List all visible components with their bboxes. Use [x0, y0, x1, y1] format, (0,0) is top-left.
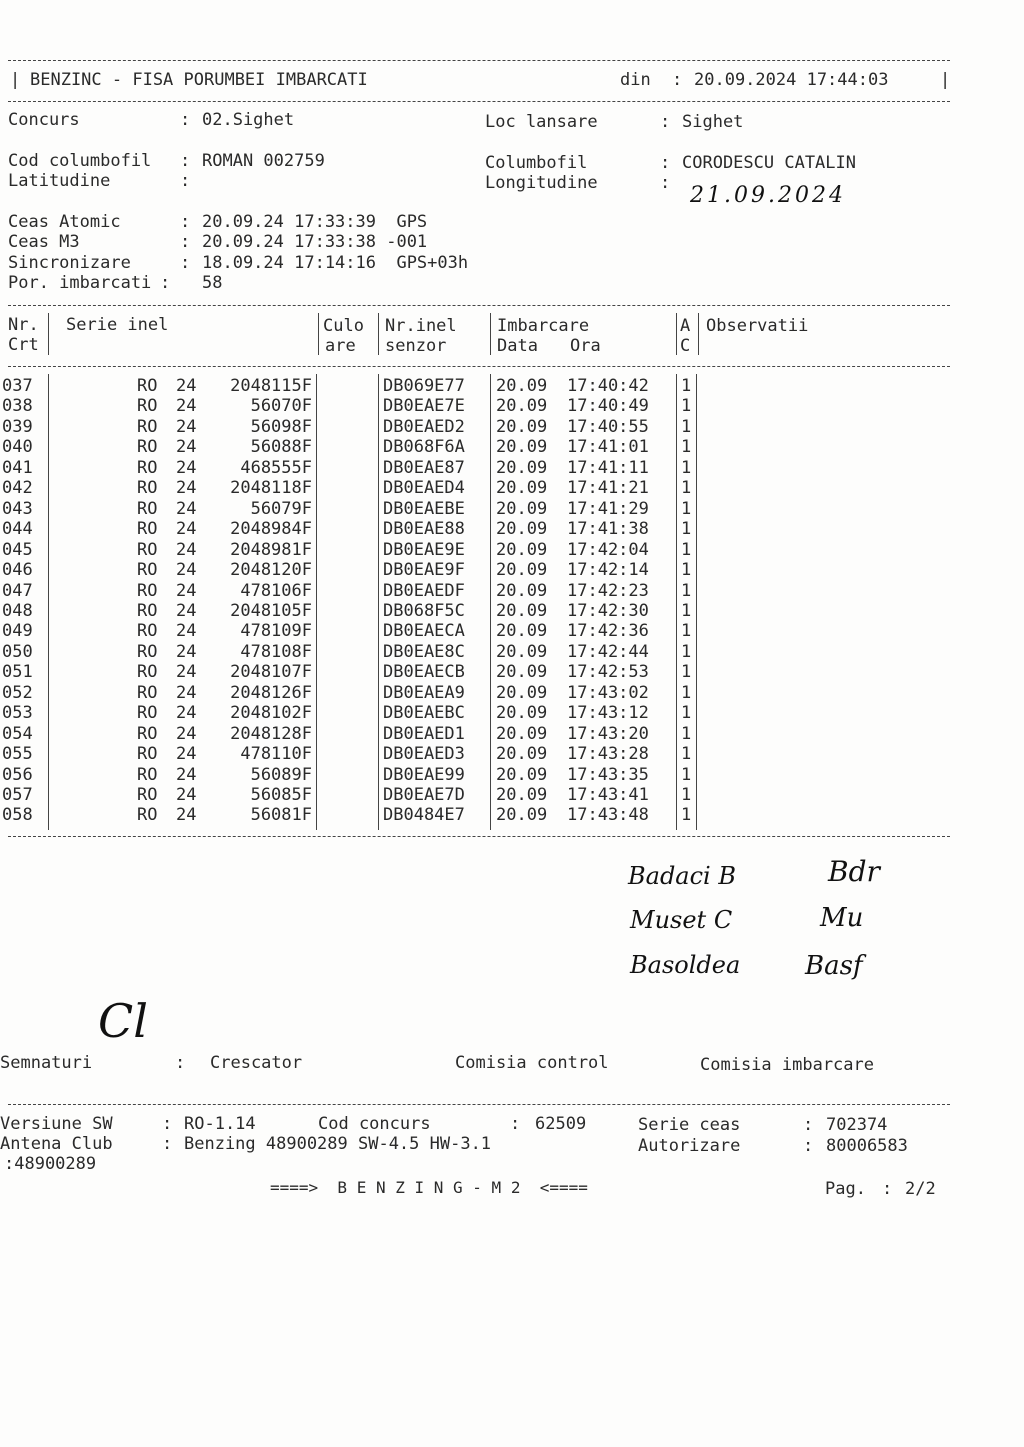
row-country: RO	[137, 682, 158, 703]
top-divider	[8, 60, 950, 61]
row-country: RO	[137, 805, 158, 826]
row-time: 17:41:29	[567, 498, 649, 519]
handwritten-name-3: Basoldea	[630, 951, 741, 979]
columbofil-colon: :	[660, 153, 671, 173]
row-date: 20.09	[496, 621, 548, 642]
col-nr-header: Nr.	[8, 315, 39, 335]
cod-columbofil-value: ROMAN 002759	[202, 151, 325, 171]
col-culo-header-sub: are	[325, 336, 356, 356]
row-nr: 049	[2, 621, 33, 642]
row-ring-number: 2048128F	[230, 723, 312, 744]
row-date: 20.09	[496, 539, 548, 560]
row-ac: 1	[681, 785, 692, 805]
row-ring-number: 2048126F	[230, 682, 312, 703]
row-country: RO	[137, 764, 158, 785]
table-row	[0, 581, 1024, 601]
row-ac: 1	[681, 764, 692, 785]
row-ac: 1	[681, 457, 692, 478]
col-imbarcare-ora-header: Ora	[570, 336, 601, 356]
row-nr: 037	[2, 376, 33, 396]
row-country: RO	[137, 539, 158, 560]
row-ring-number: 56089F	[250, 764, 312, 785]
row-ac: 1	[681, 621, 692, 642]
row-ac: 1	[681, 600, 692, 621]
row-country: RO	[137, 519, 158, 540]
handwritten-signature-3: Basf	[805, 951, 863, 981]
row-country: RO	[137, 580, 158, 601]
table-row	[0, 744, 1024, 764]
table-row	[0, 724, 1024, 744]
row-ac: 1	[681, 744, 692, 765]
table-row	[0, 519, 1024, 539]
longitudine-colon: :	[660, 173, 671, 193]
row-ac: 1	[681, 437, 692, 458]
row-date: 20.09	[496, 703, 548, 724]
table-row	[0, 683, 1024, 703]
loc-lansare-value: Sighet	[682, 112, 744, 132]
row-year: 24	[176, 560, 197, 581]
versiune-value: RO-1.14	[184, 1114, 256, 1134]
concurs-colon: :	[180, 110, 191, 130]
autorizare-label: Autorizare	[638, 1136, 741, 1156]
concurs-value: 02.Sighet	[202, 110, 295, 130]
ceas-m3-colon: :	[180, 232, 191, 252]
col-nrinel-header: Nr.inel	[385, 316, 457, 336]
antena-value: Benzing 48900289 SW-4.5 HW-3.1	[184, 1134, 492, 1154]
table-row	[0, 499, 1024, 519]
header-separator	[676, 313, 677, 355]
col-nrinel-header-sub: senzor	[385, 336, 447, 356]
row-year: 24	[176, 764, 197, 785]
row-time: 17:42:04	[567, 539, 649, 560]
row-ring-number: 56098F	[250, 416, 312, 437]
handwritten-signature-2: Mu	[820, 903, 864, 933]
row-nr: 054	[2, 723, 33, 744]
row-date: 20.09	[496, 744, 548, 765]
loc-lansare-label: Loc lansare	[485, 112, 598, 132]
handwritten-date: 21.09.2024	[690, 183, 846, 208]
row-nr: 057	[2, 785, 33, 805]
document-title: BENZINC - FISA PORUMBEI IMBARCATI	[30, 70, 368, 90]
row-year: 24	[176, 682, 197, 703]
column-separator	[676, 374, 677, 830]
row-time: 17:40:55	[567, 416, 649, 437]
row-ac: 1	[681, 662, 692, 683]
longitudine-label: Longitudine	[485, 173, 598, 193]
versiune-colon: :	[162, 1114, 173, 1134]
row-year: 24	[176, 519, 197, 540]
columbofil-label: Columbofil	[485, 153, 588, 173]
col-nr-header-sub: Crt	[8, 335, 39, 355]
column-separator	[316, 374, 317, 830]
row-country: RO	[137, 457, 158, 478]
footer-divider	[8, 1104, 950, 1105]
por-imbarcati-value: 58	[202, 273, 223, 293]
ceas-atomic-value: 20.09.24 17:33:39 GPS	[202, 212, 428, 232]
col-observatii-header: Observatii	[706, 316, 809, 336]
row-ring-number: 2048118F	[230, 478, 312, 499]
row-year: 24	[176, 416, 197, 437]
row-country: RO	[137, 662, 158, 683]
row-ac: 1	[681, 641, 692, 662]
row-ring-number: 56085F	[250, 785, 312, 805]
row-time: 17:41:21	[567, 478, 649, 499]
table-row	[0, 560, 1024, 580]
row-date: 20.09	[496, 641, 548, 662]
row-date: 20.09	[496, 723, 548, 744]
row-sensor-id: DB0EAED1	[383, 723, 465, 744]
date-colon: :	[672, 70, 683, 90]
row-country: RO	[137, 785, 158, 805]
row-ac: 1	[681, 723, 692, 744]
header-separator	[490, 313, 491, 355]
row-date: 20.09	[496, 600, 548, 621]
column-separator	[378, 374, 379, 830]
row-sensor-id: DB0EAE88	[383, 519, 465, 540]
col-culo-header: Culo	[323, 316, 364, 336]
row-country: RO	[137, 621, 158, 642]
row-time: 17:42:23	[567, 580, 649, 601]
row-nr: 042	[2, 478, 33, 499]
col-imbarcare-data-header: Data	[497, 336, 538, 356]
row-sensor-id: DB0EAE99	[383, 764, 465, 785]
row-sensor-id: DB0EAECA	[383, 621, 465, 642]
row-country: RO	[137, 560, 158, 581]
row-nr: 047	[2, 580, 33, 601]
row-year: 24	[176, 498, 197, 519]
columbofil-value: CORODESCU CATALIN	[682, 153, 856, 173]
row-year: 24	[176, 376, 197, 396]
row-nr: 040	[2, 437, 33, 458]
row-time: 17:42:53	[567, 662, 649, 683]
table-row	[0, 396, 1024, 416]
row-nr: 041	[2, 457, 33, 478]
row-year: 24	[176, 457, 197, 478]
date-label: din	[620, 70, 651, 90]
row-ring-number: 2048102F	[230, 703, 312, 724]
sincronizare-value: 18.09.24 17:14:16 GPS+03h	[202, 253, 469, 273]
row-nr: 039	[2, 416, 33, 437]
handwritten-name-1: Badaci B	[628, 862, 736, 890]
row-nr: 044	[2, 519, 33, 540]
row-sensor-id: DB0484E7	[383, 805, 465, 826]
header-left-bar: |	[10, 70, 21, 90]
row-nr: 048	[2, 600, 33, 621]
row-time: 17:43:02	[567, 682, 649, 703]
row-sensor-id: DB0EAEBE	[383, 498, 465, 519]
ceas-atomic-label: Ceas Atomic	[8, 212, 121, 232]
table-bottom-divider	[8, 836, 950, 837]
header-separator	[698, 313, 699, 355]
row-ac: 1	[681, 396, 692, 417]
row-ring-number: 478106F	[240, 580, 312, 601]
row-ac: 1	[681, 478, 692, 499]
row-year: 24	[176, 580, 197, 601]
row-ring-number: 478109F	[240, 621, 312, 642]
row-country: RO	[137, 744, 158, 765]
row-year: 24	[176, 437, 197, 458]
row-ring-number: 468555F	[240, 457, 312, 478]
row-ring-number: 56079F	[250, 498, 312, 519]
row-country: RO	[137, 641, 158, 662]
row-ac: 1	[681, 519, 692, 540]
row-sensor-id: DB0EAED2	[383, 416, 465, 437]
row-year: 24	[176, 703, 197, 724]
antena-colon: :	[162, 1134, 173, 1154]
column-separator	[48, 374, 49, 830]
row-ring-number: 478110F	[240, 744, 312, 765]
handwritten-name-2: Muset C	[630, 906, 733, 934]
row-year: 24	[176, 478, 197, 499]
col-imbarcare-header: Imbarcare	[497, 316, 590, 336]
row-ac: 1	[681, 703, 692, 724]
row-date: 20.09	[496, 682, 548, 703]
cod-concurs-colon: :	[510, 1114, 521, 1134]
table-row	[0, 376, 1024, 396]
header-separator	[378, 313, 379, 355]
benzing-banner: ====> B E N Z I N G - M 2 <====	[270, 1178, 588, 1197]
row-ring-number: 2048984F	[230, 519, 312, 540]
row-sensor-id: DB0EAE7E	[383, 396, 465, 417]
row-ring-number: 2048120F	[230, 560, 312, 581]
row-year: 24	[176, 396, 197, 417]
row-ac: 1	[681, 539, 692, 560]
column-separator	[490, 374, 491, 830]
row-country: RO	[137, 396, 158, 417]
row-year: 24	[176, 785, 197, 805]
row-ring-number: 2048981F	[230, 539, 312, 560]
table-row	[0, 437, 1024, 457]
sincronizare-label: Sincronizare	[8, 253, 131, 273]
row-ring-number: 56088F	[250, 437, 312, 458]
row-nr: 053	[2, 703, 33, 724]
row-year: 24	[176, 723, 197, 744]
serie-ceas-colon: :	[803, 1115, 814, 1135]
page-label: Pag.	[825, 1179, 866, 1199]
table-row	[0, 458, 1024, 478]
row-ac: 1	[681, 416, 692, 437]
row-country: RO	[137, 703, 158, 724]
versiune-label: Versiune SW	[0, 1114, 113, 1134]
table-row	[0, 621, 1024, 641]
serie-ceas-value: 702374	[826, 1115, 888, 1135]
row-country: RO	[137, 498, 158, 519]
row-country: RO	[137, 478, 158, 499]
row-time: 17:41:01	[567, 437, 649, 458]
row-date: 20.09	[496, 478, 548, 499]
row-sensor-id: DB0EAE9F	[383, 560, 465, 581]
latitudine-colon: :	[180, 171, 191, 191]
row-country: RO	[137, 600, 158, 621]
row-ring-number: 2048107F	[230, 662, 312, 683]
row-time: 17:43:20	[567, 723, 649, 744]
row-year: 24	[176, 662, 197, 683]
header-right-bar: |	[940, 70, 951, 90]
table-row	[0, 417, 1024, 437]
row-time: 17:41:38	[567, 519, 649, 540]
row-year: 24	[176, 600, 197, 621]
row-ac: 1	[681, 498, 692, 519]
row-sensor-id: DB069E77	[383, 376, 465, 396]
row-nr: 056	[2, 764, 33, 785]
cod-concurs-label: Cod concurs	[318, 1114, 431, 1134]
autorizare-value: 80006583	[826, 1136, 908, 1156]
ceas-m3-value: 20.09.24 17:33:38 -001	[202, 232, 428, 252]
row-sensor-id: DB068F6A	[383, 437, 465, 458]
antena-label: Antena Club	[0, 1134, 113, 1154]
row-ac: 1	[681, 682, 692, 703]
por-imbarcati-colon: :	[160, 273, 171, 293]
semnaturi-label: Semnaturi	[0, 1053, 93, 1073]
row-date: 20.09	[496, 764, 548, 785]
row-time: 17:42:36	[567, 621, 649, 642]
row-year: 24	[176, 744, 197, 765]
row-time: 17:43:41	[567, 785, 649, 805]
row-date: 20.09	[496, 416, 548, 437]
row-ac: 1	[681, 376, 692, 396]
comisia-control-label: Comisia control	[455, 1053, 609, 1073]
table-top-divider	[8, 305, 950, 306]
col-serie-header: Serie inel	[66, 315, 169, 335]
row-country: RO	[137, 376, 158, 396]
row-date: 20.09	[496, 805, 548, 826]
row-ac: 1	[681, 580, 692, 601]
serie-ceas-label: Serie ceas	[638, 1115, 741, 1135]
col-ac-header-sub: C	[680, 336, 691, 356]
row-date: 20.09	[496, 498, 548, 519]
row-nr: 045	[2, 539, 33, 560]
table-row	[0, 601, 1024, 621]
row-date: 20.09	[496, 376, 548, 396]
row-ac: 1	[681, 560, 692, 581]
row-date: 20.09	[496, 457, 548, 478]
cod-columbofil-colon: :	[180, 151, 191, 171]
row-date: 20.09	[496, 785, 548, 805]
semnaturi-colon: :	[175, 1053, 186, 1073]
header-separator	[318, 313, 319, 355]
table-row	[0, 478, 1024, 498]
column-separator	[696, 374, 697, 830]
row-ring-number: 2048105F	[230, 600, 312, 621]
row-time: 17:41:11	[567, 457, 649, 478]
concurs-label: Concurs	[8, 110, 80, 130]
row-country: RO	[137, 416, 158, 437]
crescator-signature: Cl	[98, 994, 148, 1048]
page-number: 2/2	[905, 1179, 936, 1199]
table-row	[0, 662, 1024, 682]
row-date: 20.09	[496, 560, 548, 581]
latitudine-label: Latitudine	[8, 171, 111, 191]
row-time: 17:40:49	[567, 396, 649, 417]
crescator-label: Crescator	[210, 1053, 303, 1073]
cod-columbofil-label: Cod columbofil	[8, 151, 152, 171]
autorizare-colon: :	[803, 1136, 814, 1156]
row-nr: 052	[2, 682, 33, 703]
col-ac-header: A	[680, 316, 691, 336]
row-date: 20.09	[496, 519, 548, 540]
row-date: 20.09	[496, 580, 548, 601]
row-nr: 058	[2, 805, 33, 826]
row-time: 17:40:42	[567, 376, 649, 396]
table-row	[0, 703, 1024, 723]
table-row	[0, 785, 1024, 805]
sincronizare-colon: :	[180, 253, 191, 273]
table-header-divider	[8, 366, 950, 367]
row-country: RO	[137, 437, 158, 458]
cod-concurs-value: 62509	[535, 1114, 587, 1134]
header-bottom-divider	[8, 101, 950, 102]
row-nr: 055	[2, 744, 33, 765]
row-nr: 050	[2, 641, 33, 662]
row-nr: 038	[2, 396, 33, 417]
row-time: 17:42:14	[567, 560, 649, 581]
row-sensor-id: DB0EAE8C	[383, 641, 465, 662]
row-time: 17:43:12	[567, 703, 649, 724]
row-ring-number: 56070F	[250, 396, 312, 417]
row-year: 24	[176, 539, 197, 560]
row-sensor-id: DB068F5C	[383, 600, 465, 621]
row-sensor-id: DB0EAEDF	[383, 580, 465, 601]
table-row	[0, 765, 1024, 785]
row-time: 17:43:28	[567, 744, 649, 765]
row-ring-number: 478108F	[240, 641, 312, 662]
row-country: RO	[137, 723, 158, 744]
row-sensor-id: DB0EAED3	[383, 744, 465, 765]
row-sensor-id: DB0EAECB	[383, 662, 465, 683]
row-time: 17:43:48	[567, 805, 649, 826]
por-imbarcati-label: Por. imbarcati	[8, 273, 152, 293]
table-row	[0, 540, 1024, 560]
row-year: 24	[176, 641, 197, 662]
date-value: 20.09.2024 17:44:03	[694, 70, 889, 90]
row-time: 17:42:44	[567, 641, 649, 662]
row-nr: 051	[2, 662, 33, 683]
ceas-m3-label: Ceas M3	[8, 232, 80, 252]
row-time: 17:42:30	[567, 600, 649, 621]
ceas-atomic-colon: :	[180, 212, 191, 232]
row-date: 20.09	[496, 662, 548, 683]
row-nr: 043	[2, 498, 33, 519]
row-sensor-id: DB0EAE87	[383, 457, 465, 478]
handwritten-signature-1: Bdr	[828, 855, 880, 888]
header-separator	[48, 313, 49, 355]
row-sensor-id: DB0EAE7D	[383, 785, 465, 805]
row-sensor-id: DB0EAE9E	[383, 539, 465, 560]
row-sensor-id: DB0EAEA9	[383, 682, 465, 703]
row-ac: 1	[681, 805, 692, 826]
table-row	[0, 805, 1024, 825]
row-sensor-id: DB0EAEBC	[383, 703, 465, 724]
row-ring-number: 56081F	[250, 805, 312, 826]
row-ring-number: 2048115F	[230, 376, 312, 396]
comisia-imbarcare-label: Comisia imbarcare	[700, 1055, 874, 1075]
row-time: 17:43:35	[567, 764, 649, 785]
table-row	[0, 642, 1024, 662]
page-colon: :	[882, 1179, 893, 1199]
antena-id: :48900289	[4, 1154, 97, 1174]
row-date: 20.09	[496, 396, 548, 417]
row-year: 24	[176, 805, 197, 826]
row-nr: 046	[2, 560, 33, 581]
row-sensor-id: DB0EAED4	[383, 478, 465, 499]
row-year: 24	[176, 621, 197, 642]
row-date: 20.09	[496, 437, 548, 458]
loc-lansare-colon: :	[660, 112, 671, 132]
